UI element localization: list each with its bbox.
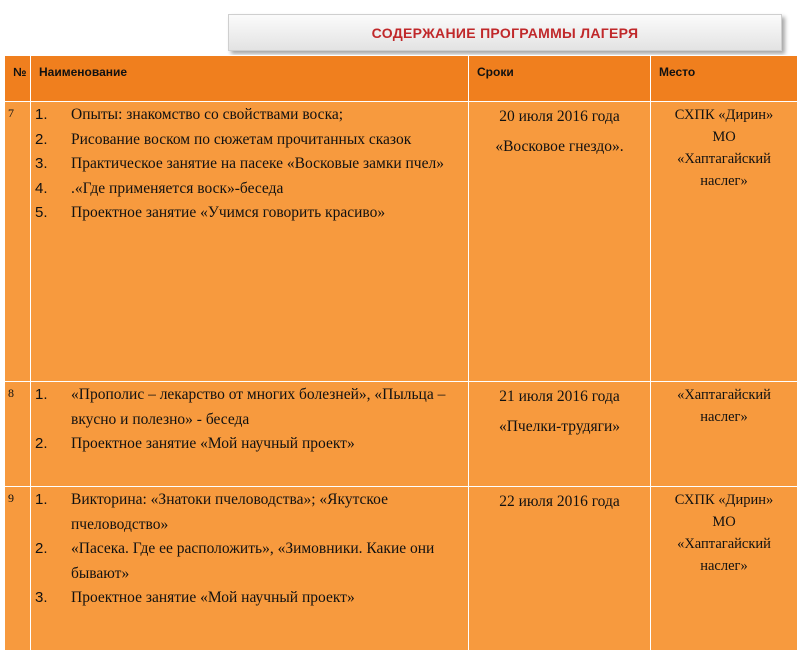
row-number: 8	[5, 382, 31, 487]
place-line: наслег»	[700, 409, 748, 425]
row-number: 9	[5, 487, 31, 651]
date-text: 22 июля 2016 года	[499, 493, 620, 510]
list-item: 2. Проектное занятие «Мой научный проект»	[35, 435, 355, 452]
activity-list	[35, 488, 464, 611]
date-cell	[469, 382, 651, 487]
program-table	[4, 55, 798, 651]
date-note: «Пчелки-трудяги»	[498, 418, 621, 435]
place-line: наслег»	[700, 173, 748, 189]
table-header-row	[5, 56, 798, 102]
place-line: МО	[712, 129, 736, 145]
date-cell	[469, 487, 651, 651]
list-item: 1. «Прополис – лекарство от многих болезней», «Пыльца – вкусно и полезно» - беседа	[35, 386, 446, 428]
place-line: наслег»	[700, 558, 748, 574]
header-place: Место	[651, 56, 798, 102]
date-note: «Восковое гнездо».	[495, 138, 624, 155]
header-num: №	[5, 56, 31, 102]
list-item: 3. Практическое занятие на пасеке «Восковые замки пчел»	[35, 155, 444, 172]
place-cell	[651, 102, 798, 382]
list-item: 5. Проектное занятие «Учимся говорить красиво»	[35, 204, 386, 221]
table-row	[5, 382, 798, 487]
header-date: Сроки	[469, 56, 651, 102]
table-row	[5, 102, 798, 382]
slide-title: СОДЕРЖАНИЕ ПРОГРАММЫ ЛАГЕРЯ	[371, 24, 639, 41]
place-line: «Хаптагайский	[677, 151, 771, 167]
date-cell	[469, 102, 651, 382]
place-line: СХПК «Дирин»	[674, 107, 774, 123]
row-number: 7	[5, 102, 31, 382]
list-item: 2. «Пасека. Где ее расположить», «Зимовники. Какие они бывают»	[35, 540, 435, 582]
list-item: 1. Опыты: знакомство со свойствами воска;	[35, 106, 344, 123]
activity-list-cell	[31, 487, 469, 651]
table-row	[5, 487, 798, 651]
activity-list	[35, 383, 464, 457]
list-item: 1. Викторина: «Знатоки пчеловодства»; «Якутское пчеловодство»	[35, 491, 388, 533]
activity-list	[35, 103, 464, 226]
place-line: СХПК «Дирин»	[674, 492, 774, 508]
place-line: МО	[712, 514, 736, 530]
slide-title-bar	[228, 14, 782, 51]
place-line: «Хаптагайский	[677, 536, 771, 552]
list-item: 2. Рисование воском по сюжетам прочитанных сказок	[35, 130, 412, 148]
list-item: 3. Проектное занятие «Мой научный проект»	[35, 589, 355, 606]
place-cell	[651, 487, 798, 651]
place-line: «Хаптагайский	[677, 387, 771, 403]
activity-list-cell	[31, 382, 469, 487]
place-cell	[651, 382, 798, 487]
date-text: 20 июля 2016 года	[499, 108, 620, 125]
date-text: 21 июля 2016 года	[499, 388, 620, 405]
header-name: Наименование	[31, 56, 469, 102]
list-item: 4. .«Где применяется воск»-беседа	[35, 179, 284, 197]
activity-list-cell	[31, 102, 469, 382]
